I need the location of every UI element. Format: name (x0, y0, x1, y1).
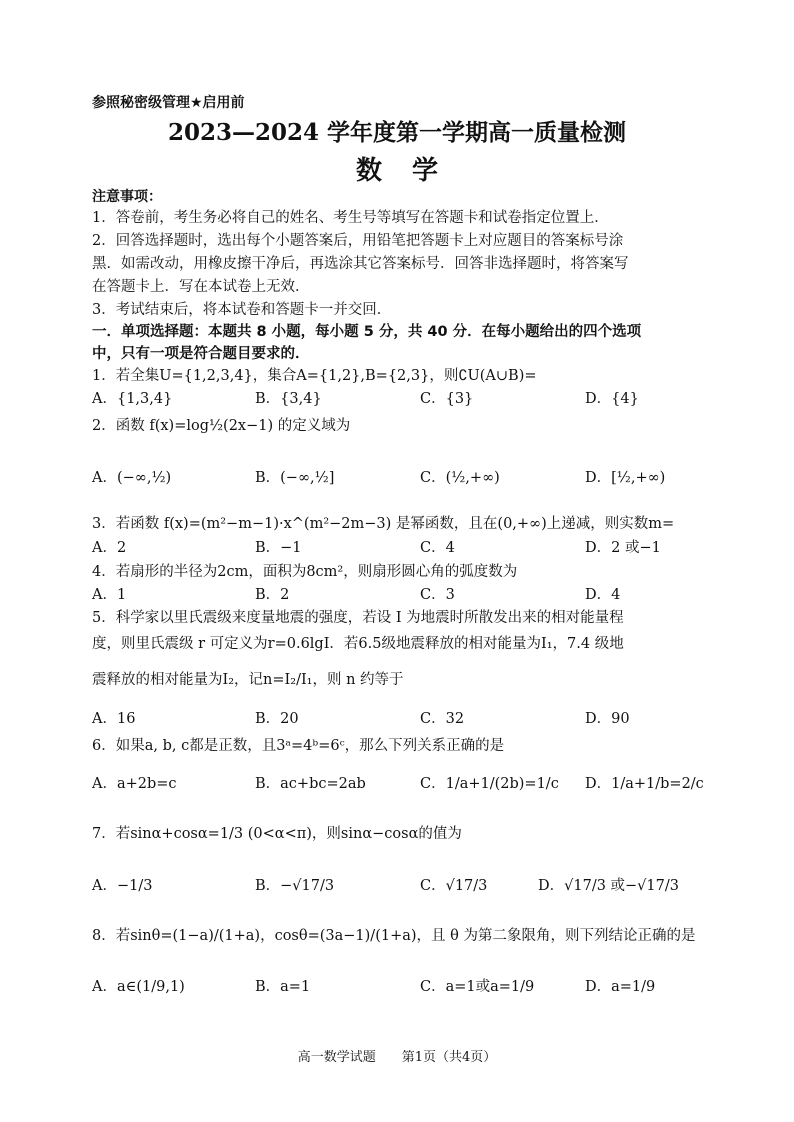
notice-line-2: 2．回答选择题时，选出每个小题答案后，用铅笔把答题卡上对应题目的答案标号涂 (92, 233, 624, 249)
q7-option-b: B．−√17/3 (255, 878, 335, 894)
q6-option-d: D．1/a+1/b=2/c (585, 776, 704, 792)
exam-title: 2023—2024 学年度第一学期高一质量检测 (167, 119, 627, 146)
q8-option-a: A．a∈(1/9,1) (92, 979, 185, 995)
question-1-stem: 1．若全集U={1,2,3,4}，集合A={1,2},B={2,3}，则∁U(A∪B)= (92, 368, 537, 384)
subject-title: 数学 (355, 156, 468, 186)
notice-heading: 注意事项： (92, 189, 162, 205)
page-footer: 高一数学试题 第1页（共4页） (297, 1050, 497, 1065)
q4-option-a: A．1 (92, 587, 127, 603)
q2-option-b: B．(−∞,½] (255, 470, 335, 486)
notice-line-4: 在答题卡上．写在本试卷上无效． (92, 279, 310, 295)
q5-option-a: A．16 (92, 711, 136, 727)
question-6-stem: 6．如果a, b, c都是正数，且3ᵃ=4ᵇ=6ᶜ，那么下列关系正确的是 (92, 738, 505, 754)
q7-option-c: C．√17/3 (420, 878, 488, 894)
q7-option-d: D．√17/3 或−√17/3 (538, 878, 679, 894)
question-3-stem: 3．若函数 f(x)=(m²−m−1)·x^(m²−2m−3) 是幂函数，且在(0,+∞)上递减，则实数m= (92, 516, 675, 532)
notice-line-5: 3．考试结束后，将本试卷和答题卡一并交回． (92, 302, 392, 318)
question-4-stem: 4．若扇形的半径为2cm，面积为8cm²，则扇形圆心角的弧度数为 (92, 564, 518, 580)
q6-option-b: B．ac+bc=2ab (255, 776, 366, 792)
q3-option-c: C．4 (420, 540, 455, 556)
question-8-stem: 8．若sinθ=(1−a)/(1+a)，cosθ=(3a−1)/(1+a)，且 θ 为第二象限角，则下列结论正确的是 (92, 928, 696, 944)
section-heading-line-2: 中，只有一项是符合题目要求的． (92, 346, 310, 362)
q7-option-a: A．−1/3 (92, 878, 153, 894)
q1-option-a: A．{1,3,4} (92, 391, 173, 407)
confidentiality-label: 参照秘密级管理★启用前 (92, 95, 245, 111)
q6-option-a: A．a+2b=c (92, 776, 177, 792)
q4-option-c: C．3 (420, 587, 455, 603)
q3-option-d: D．2 或−1 (585, 540, 661, 556)
q1-option-d: D．{4} (585, 391, 639, 407)
q1-option-b: B．{3,4} (255, 391, 322, 407)
q2-option-c: C．(½,+∞) (420, 470, 500, 486)
question-5-line-3: 震释放的相对能量为I₂，记n=I₂/I₁，则 n 约等于 (92, 672, 404, 688)
q4-option-b: B．2 (255, 587, 290, 603)
q5-option-b: B．20 (255, 711, 299, 727)
question-5-line-2: 度，则里氏震级 r 可定义为r=0.6lgI．若6.5级地震释放的相对能量为I₁，7.4 级地 (92, 636, 624, 652)
q8-option-c: C．a=1或a=1/9 (420, 979, 535, 995)
q3-option-b: B．−1 (255, 540, 302, 556)
q5-option-c: C．32 (420, 711, 465, 727)
q5-option-d: D．90 (585, 711, 630, 727)
q8-option-b: B．a=1 (255, 979, 311, 995)
q6-option-c: C．1/a+1/(2b)=1/c (420, 776, 559, 792)
q3-option-a: A．2 (92, 540, 127, 556)
q8-option-d: D．a=1/9 (585, 979, 656, 995)
q2-option-a: A．(−∞,½) (92, 470, 172, 486)
section-heading-line-1: 一．单项选择题：本题共 8 小题，每小题 5 分，共 40 分．在每小题给出的四个选项 (92, 324, 642, 340)
q4-option-d: D．4 (585, 587, 621, 603)
question-7-stem: 7．若sinα+cosα=1/3 (0<α<π)，则sinα−cosα的值为 (92, 826, 462, 842)
question-5-line-1: 5．科学家以里氏震级来度量地震的强度，若设 I 为地震时所散发出来的相对能量程 (92, 610, 624, 626)
notice-line-1: 1．答卷前，考生务必将自己的姓名、考生号等填写在答题卡和试卷指定位置上． (92, 210, 609, 226)
q2-option-d: D．[½,+∞) (585, 470, 666, 486)
notice-line-3: 黑．如需改动，用橡皮擦干净后，再选涂其它答案标号．回答非选择题时，将答案写 (92, 256, 629, 272)
question-2-stem: 2．函数 f(x)=log½(2x−1) 的定义域为 (92, 418, 351, 434)
q1-option-c: C．{3} (420, 391, 474, 407)
